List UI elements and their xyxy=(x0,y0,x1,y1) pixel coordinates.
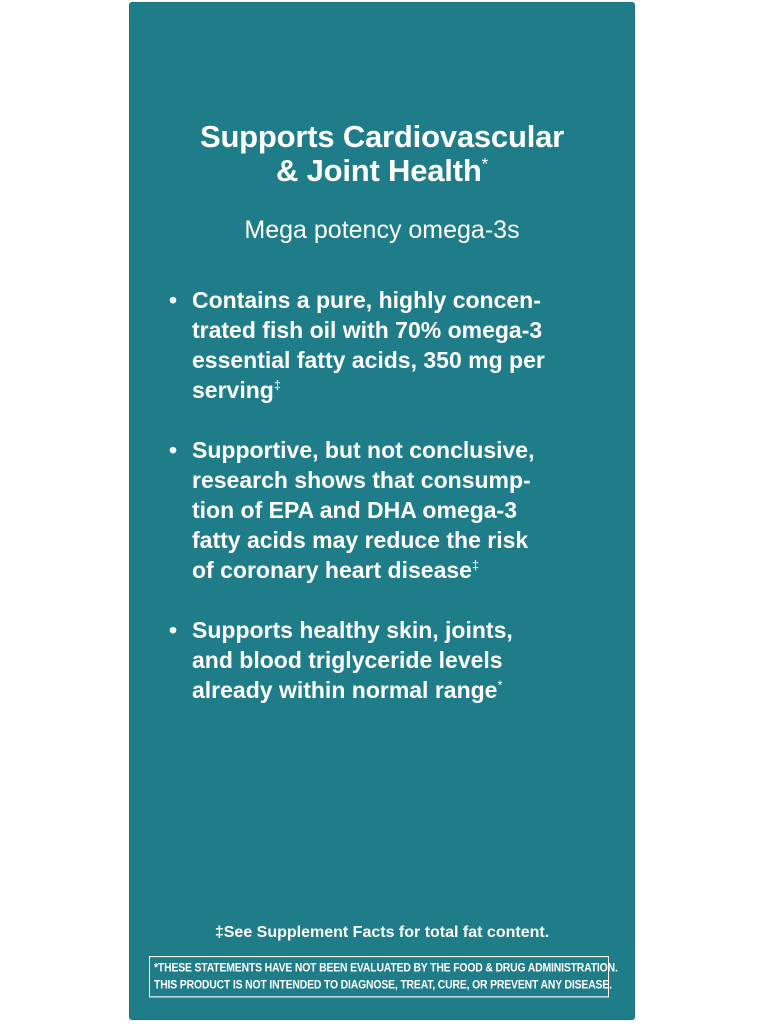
benefit-1-line-3: essential fatty acids, 350 mg per xyxy=(192,347,545,373)
benefit-1-line-1: Contains a pure, highly concen- xyxy=(192,287,541,313)
benefit-item-skin-joints xyxy=(167,615,605,705)
heading-line-2 xyxy=(129,154,635,188)
heading-line-2-text: & Joint Health xyxy=(275,153,482,188)
asterisk-mark: * xyxy=(497,678,503,693)
fda-disclaimer-box xyxy=(149,956,618,997)
bullet-icon: • xyxy=(169,617,178,643)
benefit-2-line-4: fatty acids may reduce the risk xyxy=(192,527,529,553)
bullet-icon: • xyxy=(169,437,178,463)
disclaimer-line-2: THIS PRODUCT IS NOT INTENDED TO DIAGNOSE, TREAT, CURE, OR PREVENT ANY DISEASE. xyxy=(154,979,612,992)
benefit-3-line-3 xyxy=(192,675,605,705)
label-panel xyxy=(129,2,635,1020)
benefit-1-line-2: trated fish oil with 70% omega-3 xyxy=(192,317,543,343)
benefit-1-line-4 xyxy=(192,375,605,405)
supplement-facts-footnote: ‡See Supplement Facts for total fat content. xyxy=(214,924,550,941)
benefit-3-line-2: and blood triglyceride levels xyxy=(192,647,503,673)
label-heading xyxy=(129,120,635,188)
benefit-2-line-5 xyxy=(192,555,605,585)
benefit-1-line-4-text: serving xyxy=(192,377,274,403)
disclaimer-line-1: *THESE STATEMENTS HAVE NOT BEEN EVALUATED BY THE FOOD & DRUG ADMINISTRATION. xyxy=(154,962,618,976)
label-tagline: Mega potency omega-3s xyxy=(244,216,520,244)
benefit-item-fish-oil xyxy=(167,285,605,405)
heading-asterisk-mark: * xyxy=(481,154,489,174)
benefit-3-line-3-text: already within normal range xyxy=(192,677,498,703)
benefit-2-line-3: tion of EPA and DHA omega-3 xyxy=(192,497,517,523)
benefit-2-line-2: research shows that consump- xyxy=(192,467,531,493)
benefit-3-line-1: Supports healthy skin, joints, xyxy=(192,617,513,643)
double-dagger-mark: ‡ xyxy=(471,558,479,573)
benefit-item-heart xyxy=(167,435,605,585)
benefit-list xyxy=(167,285,605,735)
benefit-2-line-5-text: of coronary heart disease xyxy=(192,557,472,583)
heading-line-1: Supports Cardiovascular xyxy=(199,119,565,154)
bullet-icon: • xyxy=(169,287,178,313)
double-dagger-mark: ‡ xyxy=(273,378,281,393)
benefit-2-line-1: Supportive, but not conclusive, xyxy=(192,437,535,463)
